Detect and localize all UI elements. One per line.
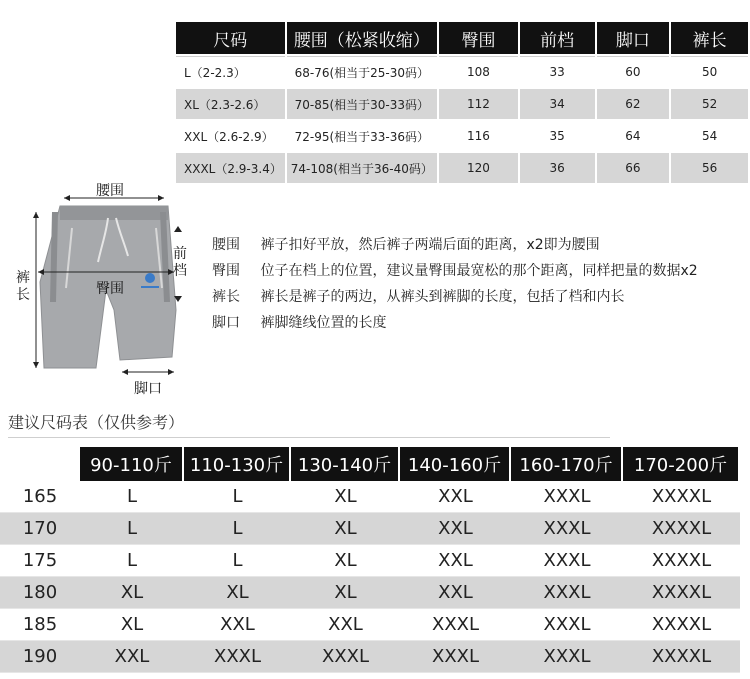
- rise-label: 前档: [173, 246, 187, 279]
- size-value-cell: XL: [80, 609, 184, 641]
- definition-term: 腰围: [212, 237, 240, 253]
- recommend-row: [0, 513, 740, 545]
- recommend-row: [0, 545, 740, 577]
- size-cell: 108: [439, 56, 518, 87]
- height-cell: 185: [0, 609, 80, 641]
- definition-term: 脚口: [212, 315, 240, 331]
- pants-diagram: [0, 172, 210, 412]
- size-value-cell: XXL: [80, 641, 184, 673]
- size-cell: 70-85(相当于30-33码）: [287, 89, 438, 119]
- size-table-row: [176, 89, 748, 119]
- size-header-cell: 脚口: [597, 22, 670, 54]
- height-cell: 170: [0, 513, 80, 545]
- recommend-row: [0, 609, 740, 641]
- size-value-cell: XXL: [400, 577, 511, 609]
- size-cell: 66: [597, 153, 670, 183]
- recommend-row: [0, 641, 740, 673]
- size-header-cell: 臀围: [439, 22, 518, 54]
- size-cell: 74-108(相当于36-40码）: [287, 153, 438, 183]
- weight-header-cell: 130-140斤: [291, 447, 400, 481]
- height-cell: 165: [0, 481, 80, 513]
- size-cell: 36: [520, 153, 595, 183]
- size-value-cell: XXXL: [511, 513, 623, 545]
- size-value-cell: XXL: [400, 481, 511, 513]
- size-value-cell: XXXL: [400, 609, 511, 641]
- size-cell: 54: [671, 121, 748, 151]
- size-value-cell: XL: [80, 577, 184, 609]
- size-cell: 72-95(相当于33-36码）: [287, 121, 438, 151]
- weight-header-cell: 110-130斤: [184, 447, 291, 481]
- size-value-cell: XXXXL: [623, 641, 740, 673]
- definition-row: [212, 284, 698, 310]
- size-cell: 60: [597, 56, 670, 87]
- size-table-row: [176, 56, 748, 87]
- size-table: [174, 20, 750, 185]
- definition-row: [212, 232, 698, 258]
- length-label: 裤长: [16, 270, 30, 303]
- recommend-header-row: [0, 447, 740, 481]
- size-value-cell: XXL: [184, 609, 291, 641]
- size-table-row: [176, 121, 748, 151]
- size-value-cell: L: [184, 545, 291, 577]
- definition-term: 臀围: [212, 263, 240, 279]
- size-cell: 62: [597, 89, 670, 119]
- size-cell: 50: [671, 56, 748, 87]
- recommend-row: [0, 577, 740, 609]
- definition-text: 裤脚缝线位置的长度: [260, 315, 387, 331]
- size-cell: 52: [671, 89, 748, 119]
- size-cell: 35: [520, 121, 595, 151]
- size-value-cell: XXL: [291, 609, 400, 641]
- size-value-cell: XXXXL: [623, 481, 740, 513]
- hip-label: 臀围: [96, 281, 124, 297]
- definition-term: 裤长: [212, 289, 240, 305]
- size-value-cell: XXXXL: [623, 545, 740, 577]
- size-cell: 112: [439, 89, 518, 119]
- size-cell: 116: [439, 121, 518, 151]
- size-cell: 120: [439, 153, 518, 183]
- size-value-cell: XXL: [400, 545, 511, 577]
- size-header-cell: 前档: [520, 22, 595, 54]
- size-value-cell: XXXL: [511, 545, 623, 577]
- weight-header-cell: 160-170斤: [511, 447, 623, 481]
- size-value-cell: XXXXL: [623, 609, 740, 641]
- definition-row: [212, 258, 698, 284]
- definition-text: 裤长是裤子的两边，从裤头到裤脚的长度，包括了档和内长: [260, 289, 625, 305]
- size-table-header-row: [176, 22, 748, 54]
- size-cell: 34: [520, 89, 595, 119]
- size-value-cell: L: [80, 481, 184, 513]
- size-value-cell: XL: [291, 577, 400, 609]
- weight-header-cell: 170-200斤: [623, 447, 740, 481]
- definition-text: 裤子扣好平放，然后裤子两端后面的距离，x2即为腰围: [260, 237, 600, 253]
- weight-header-cell: 90-110斤: [80, 447, 184, 481]
- size-value-cell: XL: [291, 513, 400, 545]
- size-cell: L（2-2.3）: [176, 56, 285, 87]
- size-value-cell: XXXL: [511, 577, 623, 609]
- size-cell: 64: [597, 121, 670, 151]
- size-cell: XL（2.3-2.6）: [176, 89, 285, 119]
- size-cell: 68-76(相当于25-30码）: [287, 56, 438, 87]
- size-value-cell: XXXL: [511, 609, 623, 641]
- size-value-cell: L: [184, 513, 291, 545]
- size-value-cell: L: [80, 513, 184, 545]
- size-value-cell: XXXL: [184, 641, 291, 673]
- size-value-cell: XXXXL: [623, 513, 740, 545]
- size-value-cell: L: [184, 481, 291, 513]
- size-cell: 33: [520, 56, 595, 87]
- size-value-cell: XXXXL: [623, 577, 740, 609]
- size-table-row: [176, 153, 748, 183]
- measurement-definitions: [212, 232, 698, 336]
- size-value-cell: XXXL: [511, 641, 623, 673]
- size-cell: 56: [671, 153, 748, 183]
- size-value-cell: XXXL: [400, 641, 511, 673]
- size-value-cell: XXXL: [511, 481, 623, 513]
- height-cell: 180: [0, 577, 80, 609]
- size-cell: XXL（2.6-2.9）: [176, 121, 285, 151]
- size-value-cell: XL: [291, 545, 400, 577]
- size-value-cell: XXXL: [291, 641, 400, 673]
- weight-header-cell: 140-160斤: [400, 447, 511, 481]
- height-cell: 190: [0, 641, 80, 673]
- recommend-divider: [8, 437, 610, 438]
- definition-text: 位子在档上的位置，建议量臀围最宽松的那个距离，同样把量的数据x2: [260, 263, 698, 279]
- height-cell: 175: [0, 545, 80, 577]
- cuff-label: 脚口: [134, 381, 162, 397]
- recommend-title: 建议尺码表（仅供参考）: [8, 413, 185, 432]
- recommend-corner-cell: [0, 447, 80, 481]
- size-value-cell: XXL: [400, 513, 511, 545]
- size-header-cell: 腰围（松紧收缩）: [287, 22, 438, 54]
- recommend-table: [0, 447, 740, 673]
- size-value-cell: XL: [291, 481, 400, 513]
- size-header-cell: 尺码: [176, 22, 285, 54]
- size-cell: XXXL（2.9-3.4）: [176, 153, 285, 183]
- waist-label: 腰围: [96, 183, 124, 199]
- size-value-cell: L: [80, 545, 184, 577]
- size-value-cell: XL: [184, 577, 291, 609]
- size-header-cell: 裤长: [671, 22, 748, 54]
- recommend-row: [0, 481, 740, 513]
- definition-row: [212, 310, 698, 336]
